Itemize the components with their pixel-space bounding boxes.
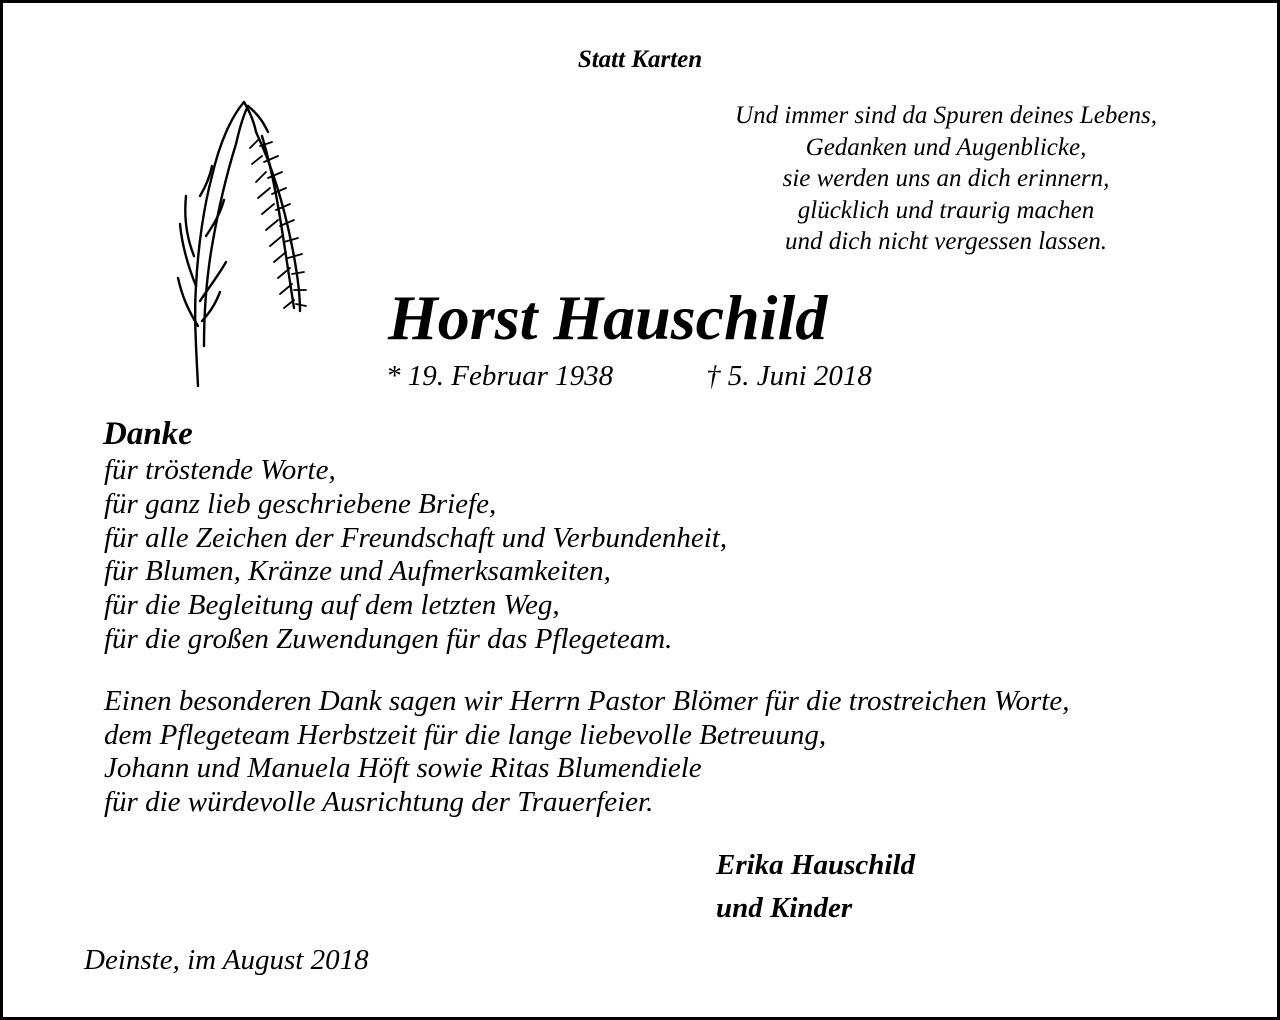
poem-line: Gedanken und Augenblicke,	[805, 133, 1087, 161]
special-thanks	[104, 685, 1069, 819]
poem-line: sie werden uns an dich erinnern,	[782, 165, 1110, 192]
grain-ear-icon	[160, 96, 320, 391]
deceased-name: Horst Hauschild	[388, 282, 828, 353]
thanks-line: für alle Zeichen der Freundschaft und Verbundenheit,	[104, 521, 728, 554]
death-date: † 5. Juni 2018	[706, 360, 872, 392]
thanks-line: für die großen Zuwendungen für das Pflegeteam.	[104, 622, 673, 655]
special-thanks-line: Johann und Manuela Höft sowie Ritas Blumendiele	[104, 752, 702, 784]
thanks-line: für die Begleitung auf dem letzten Weg,	[104, 589, 560, 622]
special-thanks-line: für die würdevolle Ausrichtung der Trauerfeier.	[104, 785, 654, 818]
signature-line: Erika Hauschild	[716, 849, 916, 881]
poem-line: glücklich und traurig machen	[797, 196, 1095, 224]
danke-heading: Danke	[103, 416, 193, 452]
memorial-poem	[686, 100, 1206, 258]
poem-line: Und immer sind da Spuren deines Lebens,	[735, 102, 1157, 129]
header-statt-karten: Statt Karten	[577, 46, 703, 73]
thanks-line: für tröstende Worte,	[104, 454, 336, 486]
signature	[716, 844, 915, 930]
special-thanks-line: Einen besonderen Dank sagen wir Herrn Pastor Blömer für die trostreichen Worte,	[104, 685, 1070, 717]
special-thanks-line: dem Pflegeteam Herbstzeit für die lange liebevolle Betreuung,	[104, 718, 827, 751]
thanks-line: für ganz lieb geschriebene Briefe,	[104, 487, 497, 520]
birth-date: * 19. Februar 1938	[386, 360, 614, 392]
thanks-line: für Blumen, Kränze und Aufmerksamkeiten,	[104, 555, 611, 588]
place-date: Deinste, im August 2018	[84, 944, 369, 976]
poem-line: und dich nicht vergessen lassen.	[785, 228, 1107, 255]
thanks-list	[104, 454, 727, 657]
signature-line: und Kinder	[716, 892, 853, 924]
